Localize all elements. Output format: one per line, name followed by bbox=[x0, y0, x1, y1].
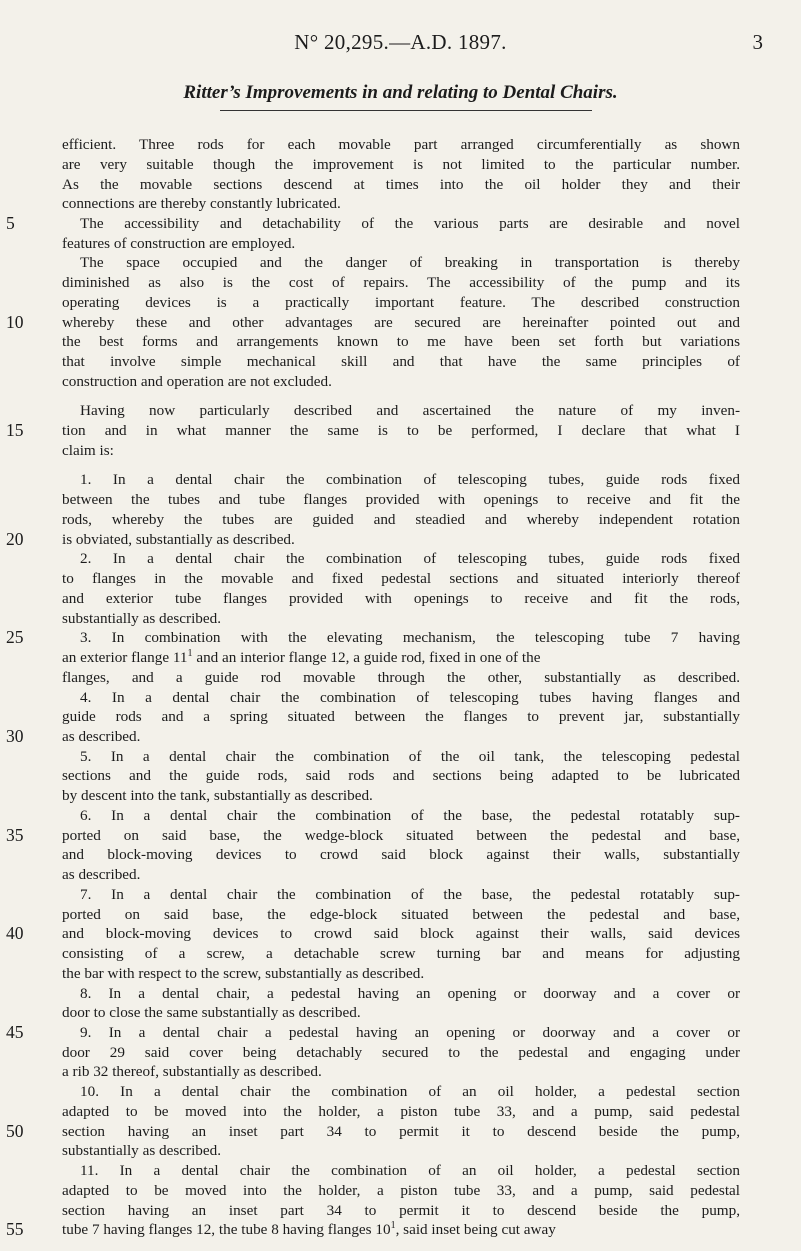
margin-number: 15 bbox=[6, 420, 24, 441]
text-line: construction and operation are not excluded. bbox=[62, 372, 332, 390]
text-line: are very suitable though the improvement is not limited to the particular number. bbox=[62, 155, 740, 173]
document-subtitle: Ritter’s Improvements in and relating to Dental Chairs. bbox=[183, 82, 618, 103]
text-line: is obviated, substantially as described. bbox=[62, 530, 295, 548]
text-line: between the tubes and tube flanges provided with openings to receive and fit the bbox=[62, 491, 740, 509]
text-line: consisting of a screw, a detachable screw turning bar and means for adjusting bbox=[62, 945, 740, 962]
text-line: As the movable sections descend at times into the oil holder they and their bbox=[62, 175, 740, 193]
margin-number: 50 bbox=[6, 1120, 24, 1141]
text-fragment: tube 7 having flanges 12, the tube 8 having flanges 10 bbox=[62, 1221, 391, 1239]
text-line: the best forms and arrangements known to me have been set forth but variations bbox=[62, 333, 740, 351]
margin-number: 40 bbox=[6, 923, 24, 944]
text-line: section having an inset part 34 to permit it to descend beside the pump, bbox=[62, 1201, 740, 1219]
text-line: ported on said base, the wedge-block situated between the pedestal and base, bbox=[62, 826, 740, 844]
text-line: adapted to be moved into the holder, a piston tube 33, and a pump, said pedestal bbox=[62, 1102, 740, 1120]
text-line-composite bbox=[62, 648, 740, 668]
margin-number: 25 bbox=[6, 627, 24, 648]
margin-number: 30 bbox=[6, 726, 24, 746]
text-line: 8. In a dental chair, a pedestal having an opening or doorway and a cover or bbox=[80, 984, 740, 1002]
text-line: 4. In a dental chair the combination of telescoping tubes having flanges and bbox=[80, 688, 740, 706]
margin-number: 20 bbox=[6, 528, 24, 549]
text-line-composite bbox=[62, 1220, 740, 1240]
text-line: sections and the guide rods, said rods and sections being adapted to be lubricated bbox=[62, 767, 740, 785]
text-line: 2. In a dental chair the combination of telescoping tubes, guide rods fixed bbox=[80, 550, 740, 568]
text-fragment: and an interior flange 12, a guide rod, fixed in one of the bbox=[192, 649, 541, 666]
text-fragment: , said inset being cut away bbox=[395, 1221, 556, 1239]
margin-number: 45 bbox=[6, 1021, 24, 1042]
text-line: 7. In a dental chair the combination of the base, the pedestal rotatably sup- bbox=[80, 885, 740, 903]
text-line: The accessibility and detachability of the various parts are desirable and novel bbox=[80, 214, 740, 232]
margin-number: 5 bbox=[6, 212, 15, 233]
text-fragment: an exterior flange 11 bbox=[62, 649, 188, 666]
text-line: The space occupied and the danger of breaking in transportation is thereby bbox=[80, 254, 740, 272]
text-line: adapted to be moved into the holder, a piston tube 33, and a pump, said pedestal bbox=[62, 1181, 740, 1199]
text-line: a rib 32 thereof, substantially as described. bbox=[62, 1063, 322, 1081]
text-line: the bar with respect to the screw, substantially as described. bbox=[62, 964, 425, 982]
text-line: section having an inset part 34 to permit it to descend beside the pump, bbox=[62, 1122, 740, 1140]
margin-number: 35 bbox=[6, 824, 24, 845]
text-line: to flanges in the movable and fixed pedestal sections and situated interiorly thereof bbox=[62, 570, 740, 588]
text-line: door 29 said cover being detachably secured to the pedestal and engaging under bbox=[62, 1043, 740, 1061]
text-line: as described. bbox=[62, 866, 141, 884]
patent-number-title: N° 20,295.—A.D. 1897. bbox=[294, 30, 507, 54]
text-line: substantially as described. bbox=[62, 1142, 222, 1160]
text-line: 3. In combination with the elevating mechanism, the telescoping tube 7 having bbox=[80, 629, 740, 647]
text-line: operating devices is a practically important feature. The described construction bbox=[62, 293, 740, 311]
header-rule bbox=[220, 110, 592, 111]
text-line: by descent into the tank, substantially as described. bbox=[62, 787, 373, 805]
text-line: guide rods and a spring situated between the flanges to prevent jar, substantially bbox=[62, 708, 740, 726]
text-line: Having now particularly described and ascertained the nature of my inven- bbox=[80, 402, 740, 420]
text-line: efficient. Three rods for each movable part arranged circumferentially as shown bbox=[62, 136, 740, 153]
text-line: tion and in what manner the same is to be performed, I declare that what I bbox=[62, 422, 740, 440]
text-line: ported on said base, the edge-block situated between the pedestal and base, bbox=[62, 905, 740, 923]
superscript: 1 bbox=[390, 1220, 396, 1232]
text-line: as described. bbox=[62, 728, 141, 745]
text-line: 11. In a dental chair the combination of an oil holder, a pedestal section bbox=[80, 1162, 740, 1180]
margin-number: 10 bbox=[6, 311, 24, 332]
text-line: 9. In a dental chair a pedestal having an opening or doorway and a cover or bbox=[80, 1023, 740, 1041]
text-line: that involve simple mechanical skill and that have the same principles of bbox=[62, 353, 740, 371]
text-line: door to close the same substantially as described. bbox=[62, 1004, 361, 1022]
text-line: and block-moving devices to crowd said block against their walls, substantially bbox=[62, 846, 740, 864]
text-line: features of construction are employed. bbox=[62, 234, 296, 252]
text-line: rods, whereby the tubes are guided and steadied and whereby independent rotation bbox=[62, 510, 740, 528]
text-line: claim is: bbox=[62, 441, 114, 459]
page-number: 3 bbox=[752, 30, 763, 54]
text-line: 1. In a dental chair the combination of telescoping tubes, guide rods fixed bbox=[80, 471, 740, 489]
margin-number: 55 bbox=[6, 1219, 24, 1240]
text-line: substantially as described. bbox=[62, 609, 222, 627]
superscript: 1 bbox=[187, 648, 193, 659]
text-line: and block-moving devices to crowd said block against their walls, said devices bbox=[62, 925, 740, 943]
text-line: whereby these and other advantages are secured are hereinafter pointed out and bbox=[62, 313, 740, 331]
text-line: 10. In a dental chair the combination of an oil holder, a pedestal section bbox=[80, 1083, 740, 1101]
text-line: 6. In a dental chair the combination of the base, the pedestal rotatably sup- bbox=[80, 806, 740, 824]
text-line: and exterior tube flanges provided with openings to receive and fit the rods, bbox=[62, 589, 740, 607]
text-line: diminished as also is the cost of repairs. The accessibility of the pump and its bbox=[62, 274, 740, 292]
text-line: flanges, and a guide rod movable through the other, substantially as described. bbox=[62, 668, 740, 686]
text-line: connections are thereby constantly lubricated. bbox=[62, 195, 341, 213]
text-line: 5. In a dental chair the combination of the oil tank, the telescoping pedestal bbox=[80, 747, 740, 765]
